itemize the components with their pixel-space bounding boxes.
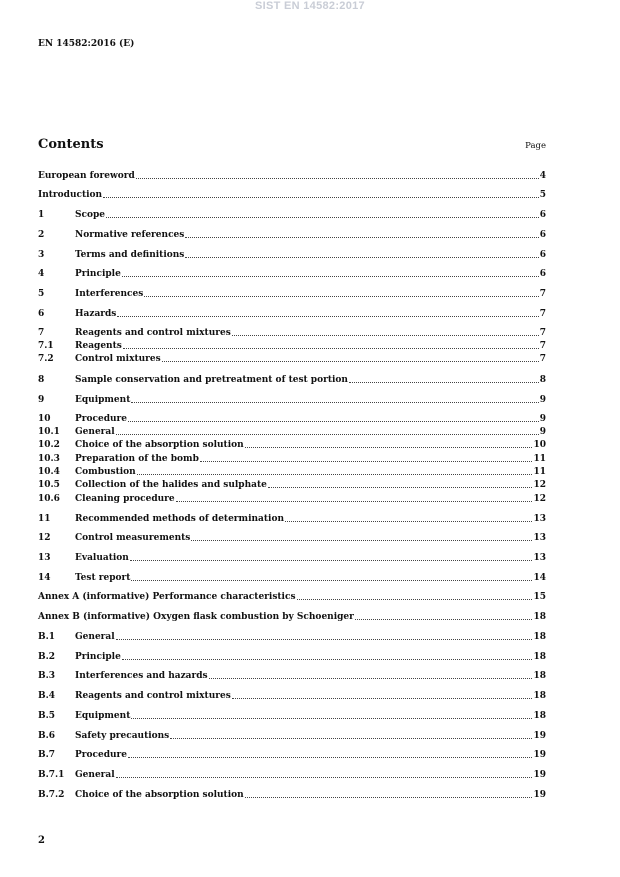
toc-entry-page: 13 bbox=[533, 533, 546, 543]
toc-entry-title: Choice of the absorption solution bbox=[75, 440, 244, 450]
toc-entry[interactable] bbox=[38, 308, 546, 320]
toc-dot-leader bbox=[106, 217, 539, 218]
toc-entry[interactable] bbox=[38, 340, 546, 352]
toc-entry-title: Test report bbox=[75, 573, 131, 583]
toc-entry-title: European foreword bbox=[38, 171, 135, 181]
toc-entry-page: 13 bbox=[533, 553, 546, 563]
toc-entry-number: 10 bbox=[38, 414, 51, 424]
toc-dot-leader bbox=[131, 402, 538, 403]
toc-entry-number: 10.2 bbox=[38, 440, 60, 450]
toc-entry[interactable] bbox=[38, 631, 546, 643]
toc-dot-leader bbox=[103, 197, 539, 198]
toc-entry[interactable] bbox=[38, 170, 546, 182]
toc-entry-title: Principle bbox=[75, 269, 121, 279]
toc-dot-leader bbox=[285, 521, 532, 522]
toc-dot-leader bbox=[122, 276, 539, 277]
toc-entry-title: Control measurements bbox=[75, 533, 191, 543]
toc-entry-page: 7 bbox=[539, 354, 546, 364]
toc-entry[interactable] bbox=[38, 394, 546, 406]
toc-entry-page: 15 bbox=[533, 592, 546, 602]
toc-entry-number: 2 bbox=[38, 230, 45, 240]
toc-entry[interactable] bbox=[38, 493, 546, 505]
toc-entry[interactable] bbox=[38, 209, 546, 221]
toc-entry-title: Combustion bbox=[75, 467, 136, 477]
toc-dot-leader bbox=[185, 257, 538, 258]
toc-entry[interactable] bbox=[38, 552, 546, 564]
toc-entry-title: Introduction bbox=[38, 190, 103, 200]
toc-entry-number: B.2 bbox=[38, 652, 56, 662]
toc-entry-page: 19 bbox=[533, 790, 546, 800]
toc-entry[interactable] bbox=[38, 532, 546, 544]
toc-entry-page: 14 bbox=[533, 573, 546, 583]
toc-entry-page: 4 bbox=[539, 171, 546, 181]
toc-dot-leader bbox=[162, 361, 539, 362]
toc-entry-number: B.7.2 bbox=[38, 790, 65, 800]
toc-entry-page: 18 bbox=[533, 632, 546, 642]
toc-dot-leader bbox=[130, 560, 533, 561]
toc-entry[interactable] bbox=[38, 413, 546, 425]
toc-entry-number: B.5 bbox=[38, 711, 56, 721]
toc-entry-page: 5 bbox=[539, 190, 546, 200]
toc-entry-title: Equipment bbox=[75, 395, 131, 405]
toc-dot-leader bbox=[185, 237, 538, 238]
toc-entry[interactable] bbox=[38, 690, 546, 702]
toc-dot-leader bbox=[245, 447, 533, 448]
toc-entry[interactable] bbox=[38, 769, 546, 781]
toc-entry-title: Reagents and control mixtures bbox=[75, 691, 231, 701]
toc-entry-title: General bbox=[75, 632, 115, 642]
toc-entry-title: Procedure bbox=[75, 414, 128, 424]
toc-entry-page: 6 bbox=[539, 210, 546, 220]
toc-entry-number: 7 bbox=[38, 328, 45, 338]
document-id: EN 14582:2016 (E) bbox=[38, 39, 135, 49]
toc-entry[interactable] bbox=[38, 229, 546, 241]
toc-dot-leader bbox=[131, 580, 532, 581]
toc-dot-leader bbox=[117, 316, 538, 317]
toc-entry-title: Interferences and hazards bbox=[75, 671, 208, 681]
toc-entry-number: 6 bbox=[38, 309, 45, 319]
toc-entry[interactable] bbox=[38, 591, 546, 603]
toc-entry-number: 1 bbox=[38, 210, 45, 220]
toc-entry[interactable] bbox=[38, 249, 546, 261]
toc-dot-leader bbox=[232, 335, 539, 336]
toc-entry-page: 19 bbox=[533, 731, 546, 741]
toc-entry-number: 10.1 bbox=[38, 427, 60, 437]
toc-entry-number: 13 bbox=[38, 553, 51, 563]
toc-entry-number: 10.5 bbox=[38, 480, 60, 490]
toc-entry-page: 19 bbox=[533, 770, 546, 780]
toc-entry[interactable] bbox=[38, 789, 546, 801]
toc-entry-number: B.1 bbox=[38, 632, 56, 642]
toc-entry-number: 7.1 bbox=[38, 341, 54, 351]
toc-entry-number: 3 bbox=[38, 250, 45, 260]
toc-entry[interactable] bbox=[38, 513, 546, 525]
toc-entry-page: 6 bbox=[539, 230, 546, 240]
toc-dot-leader bbox=[200, 461, 533, 462]
toc-entry[interactable] bbox=[38, 466, 546, 478]
toc-entry-title: Reagents bbox=[75, 341, 122, 351]
toc-entry-number: B.7.1 bbox=[38, 770, 65, 780]
footer-page-number: 2 bbox=[38, 835, 45, 846]
toc-dot-leader bbox=[128, 757, 532, 758]
toc-entry-title: Control mixtures bbox=[75, 354, 161, 364]
toc-entry-number: 11 bbox=[38, 514, 51, 524]
toc-entry[interactable] bbox=[38, 479, 546, 491]
toc-entry-page: 7 bbox=[539, 309, 546, 319]
toc-entry[interactable] bbox=[38, 439, 546, 451]
toc-entry[interactable] bbox=[38, 353, 546, 365]
toc-entry-title: Cleaning procedure bbox=[75, 494, 175, 504]
toc-entry-number: 8 bbox=[38, 375, 45, 385]
toc-entry-page: 13 bbox=[533, 514, 546, 524]
toc-entry-page: 7 bbox=[539, 289, 546, 299]
toc-entry[interactable] bbox=[38, 611, 546, 623]
toc-entry-page: 18 bbox=[533, 671, 546, 681]
toc-entry-title: Normative references bbox=[75, 230, 185, 240]
toc-entry-page: 18 bbox=[533, 612, 546, 622]
contents-heading: Contents bbox=[38, 137, 104, 152]
toc-entry-page: 19 bbox=[533, 750, 546, 760]
toc-dot-leader bbox=[116, 434, 539, 435]
toc-dot-leader bbox=[136, 178, 539, 179]
toc-entry-title: Evaluation bbox=[75, 553, 129, 563]
toc-entry[interactable] bbox=[38, 189, 546, 201]
toc-entry-title: Sample conservation and pretreatment of test portion bbox=[75, 375, 348, 385]
toc-entry-title: Collection of the halides and sulphate bbox=[75, 480, 267, 490]
toc-entry-number: 9 bbox=[38, 395, 45, 405]
toc-entry-number: 10.3 bbox=[38, 454, 60, 464]
toc-dot-leader bbox=[355, 619, 533, 620]
toc-entry-page: 9 bbox=[539, 395, 546, 405]
toc-entry-number: 12 bbox=[38, 533, 51, 543]
toc-entry-title: Safety precautions bbox=[75, 731, 170, 741]
toc-entry-page: 18 bbox=[533, 691, 546, 701]
toc-entry-title: Hazards bbox=[75, 309, 117, 319]
toc-entry-page: 18 bbox=[533, 652, 546, 662]
toc-entry-number: 10.6 bbox=[38, 494, 60, 504]
toc-dot-leader bbox=[209, 678, 533, 679]
toc-dot-leader bbox=[191, 540, 532, 541]
toc-entry[interactable] bbox=[38, 268, 546, 280]
toc-entry-number: B.7 bbox=[38, 750, 56, 760]
toc-entry-number: 4 bbox=[38, 269, 45, 279]
toc-entry[interactable] bbox=[38, 374, 546, 386]
toc-entry-number: B.6 bbox=[38, 731, 56, 741]
toc-dot-leader bbox=[176, 501, 533, 502]
toc-entry[interactable] bbox=[38, 651, 546, 663]
toc-entry-page: 6 bbox=[539, 269, 546, 279]
toc-entry-number: B.4 bbox=[38, 691, 56, 701]
toc-entry-page: 11 bbox=[533, 454, 546, 464]
toc-entry-page: 18 bbox=[533, 711, 546, 721]
watermark: SIST EN 14582:2017 bbox=[255, 0, 365, 12]
toc-entry-number: 10.4 bbox=[38, 467, 60, 477]
toc-entry-number: 5 bbox=[38, 289, 45, 299]
toc-entry[interactable] bbox=[38, 730, 546, 742]
toc-entry-title: Choice of the absorption solution bbox=[75, 790, 244, 800]
toc-dot-leader bbox=[123, 348, 539, 349]
toc-entry-title: General bbox=[75, 427, 115, 437]
toc-entry[interactable] bbox=[38, 670, 546, 682]
toc-entry-page: 9 bbox=[539, 427, 546, 437]
toc-dot-leader bbox=[137, 474, 533, 475]
toc-dot-leader bbox=[349, 382, 539, 383]
toc-entry-title: Interferences bbox=[75, 289, 144, 299]
toc-dot-leader bbox=[128, 421, 539, 422]
page-column-label: Page bbox=[525, 141, 546, 151]
toc-entry[interactable] bbox=[38, 288, 546, 300]
toc-entry[interactable] bbox=[38, 710, 546, 722]
toc-dot-leader bbox=[297, 599, 533, 600]
toc-entry-page: 12 bbox=[533, 480, 546, 490]
toc-dot-leader bbox=[245, 797, 533, 798]
toc-entry-page: 8 bbox=[539, 375, 546, 385]
toc-entry-title: Reagents and control mixtures bbox=[75, 328, 231, 338]
toc-entry-title: General bbox=[75, 770, 115, 780]
toc-entry-title: Recommended methods of determination bbox=[75, 514, 284, 524]
toc-entry-title: Annex B (informative) Oxygen flask combustion by Schoeniger bbox=[38, 612, 354, 622]
toc-entry-page: 10 bbox=[533, 440, 546, 450]
toc-entry-title: Equipment bbox=[75, 711, 131, 721]
toc-dot-leader bbox=[232, 698, 533, 699]
toc-entry-page: 9 bbox=[539, 414, 546, 424]
toc-entry-page: 11 bbox=[533, 467, 546, 477]
toc-dot-leader bbox=[170, 738, 532, 739]
toc-entry-page: 7 bbox=[539, 328, 546, 338]
toc-entry-title: Annex A (informative) Performance characteristics bbox=[38, 592, 296, 602]
toc-entry-title: Preparation of the bomb bbox=[75, 454, 199, 464]
toc-dot-leader bbox=[268, 487, 533, 488]
toc-entry-title: Scope bbox=[75, 210, 106, 220]
toc-dot-leader bbox=[131, 718, 532, 719]
toc-entry-title: Procedure bbox=[75, 750, 128, 760]
toc-entry-page: 6 bbox=[539, 250, 546, 260]
toc-entry[interactable] bbox=[38, 453, 546, 465]
toc-entry-number: 7.2 bbox=[38, 354, 54, 364]
toc-entry-title: Terms and definitions bbox=[75, 250, 185, 260]
toc-entry[interactable] bbox=[38, 426, 546, 438]
toc-entry-number: 14 bbox=[38, 573, 51, 583]
toc-entry[interactable] bbox=[38, 749, 546, 761]
toc-entry-title: Principle bbox=[75, 652, 121, 662]
toc-dot-leader bbox=[116, 777, 533, 778]
toc-entry[interactable] bbox=[38, 327, 546, 339]
toc-dot-leader bbox=[116, 639, 533, 640]
toc-dot-leader bbox=[144, 296, 538, 297]
toc-dot-leader bbox=[122, 659, 533, 660]
toc-entry-page: 12 bbox=[533, 494, 546, 504]
toc-entry[interactable] bbox=[38, 572, 546, 584]
toc-entry-page: 7 bbox=[539, 341, 546, 351]
toc-entry-number: B.3 bbox=[38, 671, 56, 681]
